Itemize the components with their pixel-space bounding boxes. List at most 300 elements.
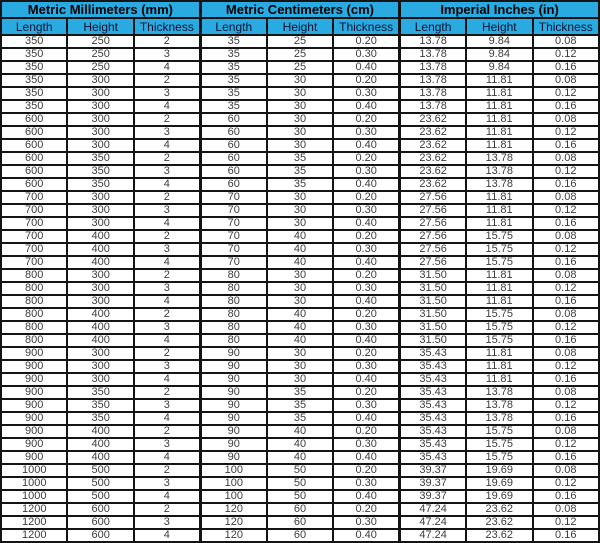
cell: 900 <box>1 386 67 399</box>
table-row <box>1 503 599 516</box>
cell: 13.78 <box>400 35 466 48</box>
cell: 0.08 <box>533 230 600 243</box>
cell: 0.08 <box>533 464 600 477</box>
cell: 0.16 <box>533 178 600 191</box>
cell: 30 <box>267 126 333 139</box>
cell: 2 <box>134 35 200 48</box>
cell: 60 <box>200 139 266 152</box>
cell: 30 <box>267 74 333 87</box>
cell: 350 <box>1 48 67 61</box>
cell: 90 <box>200 425 266 438</box>
cell: 23.62 <box>400 165 466 178</box>
cell: 350 <box>1 87 67 100</box>
cell: 400 <box>67 334 133 347</box>
cell: 47.24 <box>400 529 466 542</box>
table-row <box>1 126 599 139</box>
cell: 0.08 <box>533 74 600 87</box>
table-row <box>1 100 599 113</box>
cell: 35.43 <box>400 412 466 425</box>
table-row <box>1 451 599 464</box>
cell: 27.56 <box>400 191 466 204</box>
cell: 0.30 <box>333 516 399 529</box>
table-row <box>1 412 599 425</box>
cell: 60 <box>200 178 266 191</box>
cell: 4 <box>134 334 200 347</box>
cell: 2 <box>134 191 200 204</box>
cell: 1000 <box>1 477 67 490</box>
cell: 350 <box>67 386 133 399</box>
cell: 25 <box>267 61 333 74</box>
table-row <box>1 204 599 217</box>
cell: 23.62 <box>400 178 466 191</box>
cell: 0.30 <box>333 204 399 217</box>
cell: 0.16 <box>533 490 600 503</box>
table-row <box>1 178 599 191</box>
cell: 3 <box>134 399 200 412</box>
cell: 0.16 <box>533 217 600 230</box>
cell: 90 <box>200 373 266 386</box>
cell: 250 <box>67 61 133 74</box>
cell: 0.08 <box>533 347 600 360</box>
table-row <box>1 321 599 334</box>
cell: 0.12 <box>533 321 600 334</box>
cell: 120 <box>200 516 266 529</box>
table-row <box>1 360 599 373</box>
table-row <box>1 152 599 165</box>
cell: 3 <box>134 126 200 139</box>
cell: 11.81 <box>466 269 532 282</box>
cell: 60 <box>267 503 333 516</box>
section-title-metric-cm: Metric Centimeters (cm) <box>200 1 399 18</box>
cell: 0.12 <box>533 126 600 139</box>
cell: 1200 <box>1 529 67 542</box>
cell: 40 <box>267 425 333 438</box>
cell: 0.16 <box>533 334 600 347</box>
cell: 300 <box>67 87 133 100</box>
table-row <box>1 74 599 87</box>
cell: 70 <box>200 256 266 269</box>
cell: 0.30 <box>333 243 399 256</box>
cell: 3 <box>134 165 200 178</box>
cell: 1000 <box>1 464 67 477</box>
cell: 31.50 <box>400 269 466 282</box>
cell: 0.12 <box>533 204 600 217</box>
cell: 11.81 <box>466 139 532 152</box>
cell: 11.81 <box>466 204 532 217</box>
cell: 2 <box>134 347 200 360</box>
cell: 300 <box>67 204 133 217</box>
cell: 15.75 <box>466 425 532 438</box>
cell: 2 <box>134 230 200 243</box>
cell: 250 <box>67 48 133 61</box>
cell: 27.56 <box>400 217 466 230</box>
table-row <box>1 282 599 295</box>
cell: 11.81 <box>466 373 532 386</box>
cell: 3 <box>134 438 200 451</box>
cell: 400 <box>67 438 133 451</box>
cell: 60 <box>267 529 333 542</box>
cell: 0.40 <box>333 217 399 230</box>
cell: 350 <box>67 178 133 191</box>
table-row <box>1 464 599 477</box>
cell: 60 <box>200 152 266 165</box>
cell: 300 <box>67 139 133 152</box>
cell: 0.08 <box>533 191 600 204</box>
cell: 700 <box>1 217 67 230</box>
cell: 900 <box>1 412 67 425</box>
cell: 300 <box>67 113 133 126</box>
cell: 0.20 <box>333 425 399 438</box>
cell: 0.12 <box>533 399 600 412</box>
cell: 4 <box>134 256 200 269</box>
cell: 35.43 <box>400 425 466 438</box>
cell: 0.16 <box>533 139 600 152</box>
cell: 25 <box>267 48 333 61</box>
cell: 35 <box>200 74 266 87</box>
cell: 70 <box>200 191 266 204</box>
cell: 900 <box>1 399 67 412</box>
cell: 11.81 <box>466 360 532 373</box>
cell: 600 <box>1 139 67 152</box>
cell: 2 <box>134 308 200 321</box>
cell: 3 <box>134 48 200 61</box>
cell: 60 <box>267 516 333 529</box>
cell: 0.08 <box>533 152 600 165</box>
cell: 4 <box>134 295 200 308</box>
cell: 0.20 <box>333 191 399 204</box>
cell: 30 <box>267 217 333 230</box>
cell: 1200 <box>1 516 67 529</box>
table-row <box>1 217 599 230</box>
cell: 600 <box>1 113 67 126</box>
cell: 1200 <box>1 503 67 516</box>
cell: 0.08 <box>533 425 600 438</box>
cell: 35 <box>200 61 266 74</box>
cell: 30 <box>267 87 333 100</box>
cell: 11.81 <box>466 74 532 87</box>
cell: 13.78 <box>466 165 532 178</box>
section-title-metric-mm: Metric Millimeters (mm) <box>1 1 200 18</box>
cell: 0.40 <box>333 178 399 191</box>
cell: 4 <box>134 217 200 230</box>
cell: 23.62 <box>400 139 466 152</box>
cell: 90 <box>200 360 266 373</box>
cell: 800 <box>1 308 67 321</box>
cell: 2 <box>134 425 200 438</box>
table-row <box>1 230 599 243</box>
cell: 30 <box>267 204 333 217</box>
table-row <box>1 61 599 74</box>
table-row <box>1 516 599 529</box>
cell: 13.78 <box>400 74 466 87</box>
cell: 50 <box>267 464 333 477</box>
cell: 40 <box>267 308 333 321</box>
cell: 0.20 <box>333 269 399 282</box>
table-row <box>1 477 599 490</box>
cell: 60 <box>200 126 266 139</box>
cell: 600 <box>67 503 133 516</box>
cell: 13.78 <box>400 87 466 100</box>
cell: 35 <box>200 35 266 48</box>
cell: 23.62 <box>466 503 532 516</box>
table-row <box>1 165 599 178</box>
cell: 19.69 <box>466 464 532 477</box>
table-row <box>1 48 599 61</box>
cell: 2 <box>134 74 200 87</box>
cell: 400 <box>67 308 133 321</box>
cell: 0.40 <box>333 256 399 269</box>
cell: 35 <box>267 386 333 399</box>
cell: 350 <box>67 399 133 412</box>
col-header-in-thickness: Thickness <box>533 18 600 35</box>
cell: 35 <box>200 48 266 61</box>
cell: 0.20 <box>333 386 399 399</box>
cell: 23.62 <box>400 152 466 165</box>
cell: 0.40 <box>333 295 399 308</box>
cell: 400 <box>67 425 133 438</box>
cell: 0.12 <box>533 165 600 178</box>
cell: 35 <box>267 399 333 412</box>
cell: 350 <box>1 61 67 74</box>
cell: 35.43 <box>400 451 466 464</box>
cell: 100 <box>200 490 266 503</box>
cell: 1000 <box>1 490 67 503</box>
cell: 11.81 <box>466 191 532 204</box>
cell: 0.30 <box>333 126 399 139</box>
cell: 4 <box>134 373 200 386</box>
cell: 13.78 <box>466 152 532 165</box>
cell: 9.84 <box>466 35 532 48</box>
cell: 0.40 <box>333 61 399 74</box>
cell: 15.75 <box>466 243 532 256</box>
cell: 15.75 <box>466 321 532 334</box>
cell: 0.12 <box>533 48 600 61</box>
cell: 500 <box>67 490 133 503</box>
cell: 35 <box>267 152 333 165</box>
table-row <box>1 87 599 100</box>
cell: 80 <box>200 334 266 347</box>
cell: 0.16 <box>533 412 600 425</box>
cell: 800 <box>1 321 67 334</box>
table-row <box>1 373 599 386</box>
cell: 30 <box>267 139 333 152</box>
cell: 0.20 <box>333 230 399 243</box>
cell: 600 <box>1 126 67 139</box>
cell: 4 <box>134 412 200 425</box>
table-body <box>1 35 599 542</box>
cell: 35.43 <box>400 360 466 373</box>
cell: 30 <box>267 282 333 295</box>
table-row <box>1 386 599 399</box>
cell: 0.20 <box>333 35 399 48</box>
cell: 0.30 <box>333 165 399 178</box>
cell: 800 <box>1 295 67 308</box>
cell: 0.16 <box>533 61 600 74</box>
cell: 13.78 <box>400 48 466 61</box>
cell: 400 <box>67 451 133 464</box>
cell: 80 <box>200 308 266 321</box>
cell: 0.20 <box>333 113 399 126</box>
cell: 250 <box>67 35 133 48</box>
cell: 700 <box>1 204 67 217</box>
cell: 0.40 <box>333 334 399 347</box>
cell: 0.20 <box>333 152 399 165</box>
cell: 350 <box>1 100 67 113</box>
cell: 40 <box>267 334 333 347</box>
cell: 13.78 <box>466 412 532 425</box>
cell: 3 <box>134 87 200 100</box>
cell: 900 <box>1 451 67 464</box>
cell: 35.43 <box>400 399 466 412</box>
cell: 350 <box>67 165 133 178</box>
cell: 4 <box>134 100 200 113</box>
cell: 0.40 <box>333 490 399 503</box>
cell: 900 <box>1 373 67 386</box>
cell: 40 <box>267 321 333 334</box>
col-header-mm-height: Height <box>67 18 133 35</box>
table-row <box>1 399 599 412</box>
cell: 400 <box>67 256 133 269</box>
cell: 70 <box>200 217 266 230</box>
cell: 400 <box>67 243 133 256</box>
cell: 900 <box>1 360 67 373</box>
cell: 30 <box>267 373 333 386</box>
cell: 23.62 <box>400 126 466 139</box>
cell: 40 <box>267 243 333 256</box>
cell: 0.08 <box>533 269 600 282</box>
cell: 9.84 <box>466 48 532 61</box>
table-row <box>1 438 599 451</box>
cell: 19.69 <box>466 490 532 503</box>
cell: 0.16 <box>533 451 600 464</box>
cell: 0.08 <box>533 35 600 48</box>
cell: 800 <box>1 334 67 347</box>
cell: 50 <box>267 477 333 490</box>
cell: 0.12 <box>533 243 600 256</box>
cell: 700 <box>1 191 67 204</box>
cell: 4 <box>134 451 200 464</box>
cell: 4 <box>134 529 200 542</box>
cell: 0.12 <box>533 282 600 295</box>
cell: 100 <box>200 477 266 490</box>
cell: 300 <box>67 100 133 113</box>
cell: 80 <box>200 295 266 308</box>
cell: 11.81 <box>466 100 532 113</box>
cell: 0.30 <box>333 282 399 295</box>
cell: 0.20 <box>333 308 399 321</box>
cell: 50 <box>267 490 333 503</box>
cell: 2 <box>134 269 200 282</box>
cell: 300 <box>67 74 133 87</box>
cell: 27.56 <box>400 243 466 256</box>
cell: 47.24 <box>400 503 466 516</box>
table-row <box>1 256 599 269</box>
cell: 60 <box>200 165 266 178</box>
cell: 0.20 <box>333 464 399 477</box>
cell: 90 <box>200 399 266 412</box>
cell: 300 <box>67 282 133 295</box>
cell: 0.12 <box>533 516 600 529</box>
cell: 90 <box>200 386 266 399</box>
table-row <box>1 347 599 360</box>
table-row <box>1 490 599 503</box>
cell: 40 <box>267 438 333 451</box>
cell: 0.12 <box>533 360 600 373</box>
cell: 40 <box>267 451 333 464</box>
cell: 13.78 <box>466 399 532 412</box>
cell: 350 <box>67 152 133 165</box>
cell: 800 <box>1 282 67 295</box>
cell: 3 <box>134 243 200 256</box>
cell: 31.50 <box>400 282 466 295</box>
cell: 9.84 <box>466 61 532 74</box>
table-row <box>1 529 599 542</box>
cell: 15.75 <box>466 230 532 243</box>
cell: 11.81 <box>466 282 532 295</box>
cell: 35.43 <box>400 373 466 386</box>
cell: 500 <box>67 477 133 490</box>
cell: 3 <box>134 360 200 373</box>
cell: 600 <box>1 165 67 178</box>
cell: 0.40 <box>333 373 399 386</box>
cell: 11.81 <box>466 126 532 139</box>
cell: 27.56 <box>400 256 466 269</box>
cell: 0.08 <box>533 113 600 126</box>
cell: 0.12 <box>533 477 600 490</box>
cell: 0.20 <box>333 347 399 360</box>
cell: 31.50 <box>400 321 466 334</box>
cell: 2 <box>134 386 200 399</box>
cell: 3 <box>134 204 200 217</box>
cell: 0.12 <box>533 438 600 451</box>
cell: 30 <box>267 100 333 113</box>
cell: 23.62 <box>466 516 532 529</box>
cell: 120 <box>200 529 266 542</box>
cell: 90 <box>200 347 266 360</box>
cell: 31.50 <box>400 334 466 347</box>
cell: 47.24 <box>400 516 466 529</box>
cell: 350 <box>67 412 133 425</box>
cell: 0.30 <box>333 477 399 490</box>
cell: 100 <box>200 464 266 477</box>
cell: 70 <box>200 243 266 256</box>
cell: 0.08 <box>533 386 600 399</box>
cell: 4 <box>134 178 200 191</box>
cell: 13.78 <box>400 61 466 74</box>
table-row <box>1 308 599 321</box>
col-header-in-length: Length <box>400 18 466 35</box>
cell: 2 <box>134 464 200 477</box>
cell: 300 <box>67 191 133 204</box>
cell: 0.40 <box>333 451 399 464</box>
cell: 11.81 <box>466 347 532 360</box>
table-row <box>1 191 599 204</box>
cell: 600 <box>1 178 67 191</box>
cell: 0.12 <box>533 87 600 100</box>
cell: 300 <box>67 269 133 282</box>
cell: 0.40 <box>333 529 399 542</box>
cell: 400 <box>67 230 133 243</box>
cell: 600 <box>1 152 67 165</box>
cell: 35.43 <box>400 438 466 451</box>
cell: 0.30 <box>333 321 399 334</box>
cell: 3 <box>134 477 200 490</box>
cell: 400 <box>67 321 133 334</box>
cell: 300 <box>67 126 133 139</box>
cell: 0.30 <box>333 399 399 412</box>
cell: 700 <box>1 256 67 269</box>
table-row <box>1 425 599 438</box>
